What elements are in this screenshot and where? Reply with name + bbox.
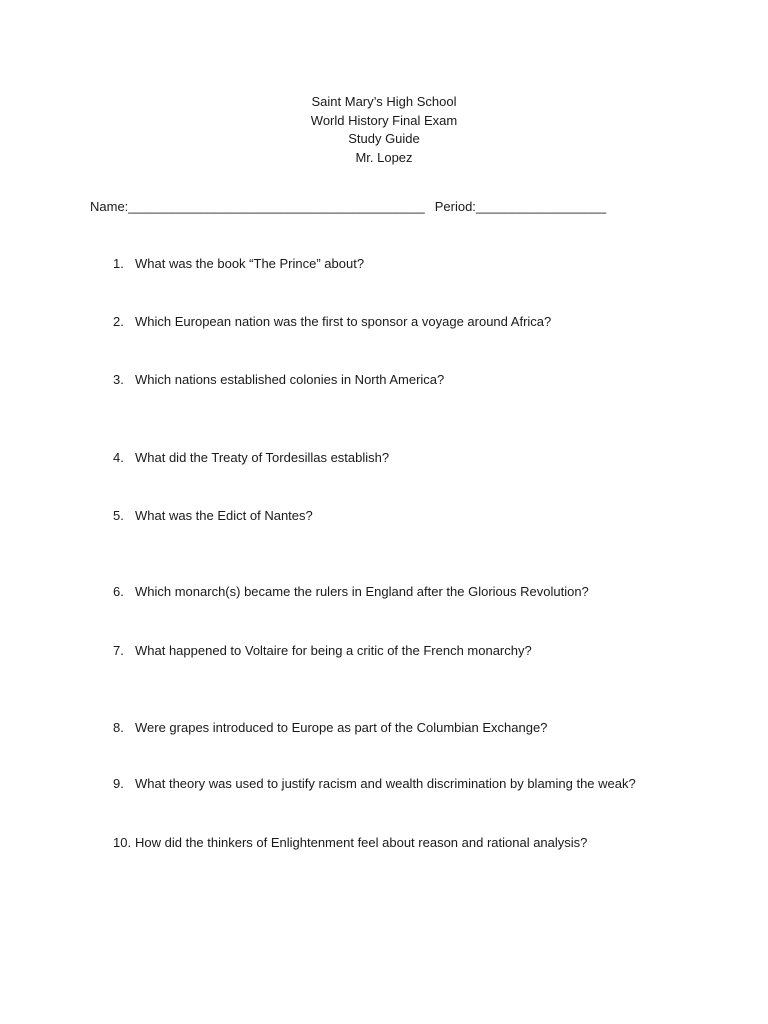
question-item	[113, 720, 547, 736]
question-text: What was the book “The Prince” about?	[135, 256, 365, 271]
school-name: Saint Mary’s High School	[311, 94, 457, 109]
document-type: Study Guide	[348, 131, 420, 147]
question-text: Which nations established colonies in North America?	[135, 372, 445, 387]
question-item	[113, 776, 636, 792]
document-heading	[0, 93, 768, 168]
question-item	[113, 835, 587, 851]
teacher-name: Mr. Lopez	[355, 150, 413, 166]
question-item	[113, 643, 532, 659]
question-item	[113, 584, 589, 600]
question-item	[113, 508, 313, 524]
question-item	[113, 450, 389, 466]
question-item	[113, 372, 444, 388]
exam-title: World History Final Exam	[310, 112, 458, 128]
student-info-row	[90, 199, 606, 215]
question-text: What was the Edict of Nantes?	[135, 508, 313, 523]
question-text: Were grapes introduced to Europe as part of the Columbian Exchange?	[135, 720, 548, 735]
question-number: 8.	[113, 720, 124, 735]
question-text: What did the Treaty of Tordesillas establish?	[135, 450, 390, 465]
question-number: 6.	[113, 584, 124, 599]
question-text: Which monarch(s) became the rulers in England after the Glorious Revolution?	[135, 584, 589, 599]
question-number: 2.	[113, 314, 124, 329]
question-text: What happened to Voltaire for being a critic of the French monarchy?	[135, 643, 532, 658]
question-text: Which European nation was the first to sponsor a voyage around Africa?	[135, 314, 552, 329]
name-field: Name:_________________________________________	[90, 199, 425, 214]
question-number: 3.	[113, 372, 124, 387]
question-text: What theory was used to justify racism and wealth discrimination by blaming the weak?	[135, 776, 636, 791]
question-number: 10.	[113, 835, 132, 850]
question-item	[113, 256, 364, 272]
period-field: Period:__________________	[434, 199, 607, 214]
question-number: 7.	[113, 643, 124, 658]
question-number: 4.	[113, 450, 124, 465]
question-number: 9.	[113, 776, 124, 791]
question-text: How did the thinkers of Enlightenment feel about reason and rational analysis?	[135, 835, 588, 850]
question-item	[113, 314, 551, 330]
question-number: 5.	[113, 508, 124, 523]
question-number: 1.	[113, 256, 124, 271]
